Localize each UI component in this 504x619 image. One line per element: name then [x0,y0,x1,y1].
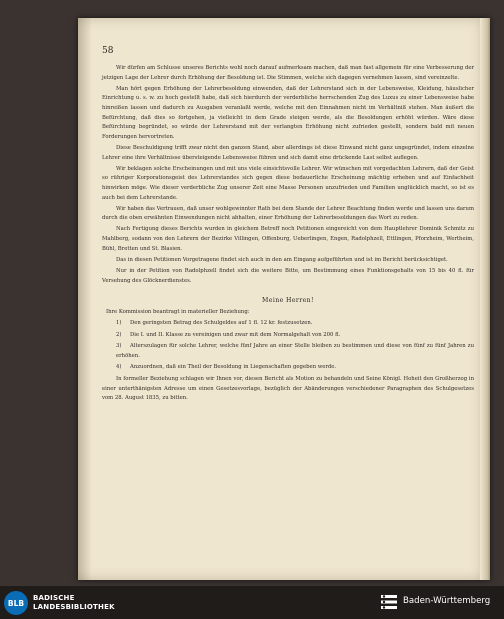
paragraph: Diese Beschuldigung trifft zwar nicht den ganzen Stand, aber allerdings ist diese Einwand nicht ganz ungegründet, indem einzelne Lehrer eine ihre Verhältnisse übersteigende Lebensweise führen und sich damit eine drückende Last selbst auflegen. [102,144,474,161]
motion-item [116,342,474,361]
blb-name-line2: LANDESBIBLIOTHEK [33,603,115,611]
commission-intro: Ihre Kommission beantragt in materieller Beziehung: [106,308,250,315]
motion-item [116,363,474,373]
motion-text: Den geringsten Betrag des Schulgeldes auf 1 fl. 12 kr. festzusetzen. [130,320,313,326]
page-number: 58 [102,46,114,56]
motion-number: 1) [116,320,122,326]
paragraph: Nur in der Petition von Radolphzell findet sich die weitere Bitte, um Bestimmung eines Funktionsgehalts von 15 bis 40 fl. für Versehung des Glöcknerdienstes. [102,268,474,284]
footer-bar [0,586,504,619]
paragraph: Wir beklagen solche Erscheinungen und mit uns viele einsichtsvolle Lehrer. Wir wünschen mit vorgedachten Lehrern, daß der Geist so rühriger Korporationsgeist des Lehrerstandes sich gegen diese bedauerliche Erscheinung mächtig erheben und auf Einfachheit hinwirken möge. Wie dieser verderbliche Zug unserer Zeit eine Masse Personen unzufrieden und Familien unglücklich macht, so ist es auch bei dem Lehrerstande. [102,165,474,201]
paragraph: Wir haben das Vertrauen, daß unser wohlgewinnter Rath bei dem Stande der Lehrer Beachtung finden werde und lassen uns darum durch die oben erwähnten Einwendungen nicht abhalten, einer Erhöhung der Lehrerbesoldungen das Wort zu reden. [102,205,474,222]
blb-logo[interactable] [4,591,28,615]
motion-list [102,319,474,373]
blb-name-line1: BADISCHE [33,594,75,602]
bw-lions-icon [380,593,398,611]
motion-item [116,331,474,341]
motion-text: Anzuordnen, daß ein Theil der Besoldung in Liegenschaften gegeben werde. [130,364,337,371]
motion-number: 3) [116,343,122,350]
paragraph: Man hört gegen Erhöhung der Lehrerbesoldung einwenden, daß der Lehrerstand sich in der Lebensweise, Kleidung, häuslicher Einrichtung u. s. w. zu hoch gestellt habe, daß sich hierdurch der verderbliche herrschenden Zug des Luxus zu einer Lebensweise habe hinreißen lassen und dadurch zu Ausgaben veranlaßt werde, welche mit den Einnahmen nicht im Verhältniß stehen. Man äußert die Befürchtung, daß dies so fortgehen, ja vielleicht in dem Grade steigen werde, als die Besoldungen erhöht würden. Wäre diese Befürchtung begründet, so würde der Lehrerstand mit der verlangten Erhöhung nicht zufrieden gestellt, sondern bald mit neuen Forderungen hervortreten. [102,85,474,140]
motion-item [116,319,474,329]
motion-text: Die I. und II. Klasse zu vereinigen und zwar mit dem Normalgehalt von 200 fl. [130,331,341,338]
paragraph: Nach Fertigung dieses Berichts wurden in gleichem Betreff noch Petitionen eingereicht von dem Hauptlehrer Dominik Schmitz zu Mahlberg, sodann von den Lehrern der Bezirke Villingen, Offenburg, Ueberlingen, Engen, Radolphzell, Ettlingen, Pforzheim, Wertheim, Bühl, Bretten und St. Blasien. [102,226,474,252]
motion-number: 4) [116,364,122,371]
bw-name[interactable]: Baden-Württemberg [403,596,491,606]
motion-number: 2) [116,331,122,338]
document-page [78,18,490,580]
page-gutter-shadow [78,18,92,580]
motion-text: Alterszulagen für solche Lehrer, welche fünf Jahre an einer Stelle bleiben zu bestimmen und diese von fünf zu fünf Jahren zu erhöhen. [116,343,474,359]
page-text [102,64,474,405]
closing-paragraph: In formeller Beziehung schlagen wir Ihnen vor, diesen Bericht als Motion zu behandeln und Seine Königl. Hoheit den Großherzog in einer unterthänigsten Adresse um einen Gesetzesvorlage, bezüglich der Abänderungen verschiedener Paragraphen des Schulgesetzes vom 28. August 1835, zu bitten. [102,375,474,402]
blb-logo-text: BLB [7,598,25,608]
page-edge [480,18,490,580]
paragraph: Das in diesen Petitionen Vorgetragene findet sich auch in den am Eingang aufgeführten und ist im Bericht berücksichtiget. [116,256,448,263]
blb-name[interactable] [33,594,115,612]
paragraph: Wir dürfen am Schlusse unseres Berichts wohl noch darauf aufmerksam machen, daß man fast allgemein für eine Verbesserung der jetzigen Lage der Lehrer durch Erhöhung der Besoldung ist. Die Stimmen, welche sich dagegen vernehmen lassen, sind vereinzelte. [102,65,474,81]
address-heading: Meine Herren! [262,297,314,305]
